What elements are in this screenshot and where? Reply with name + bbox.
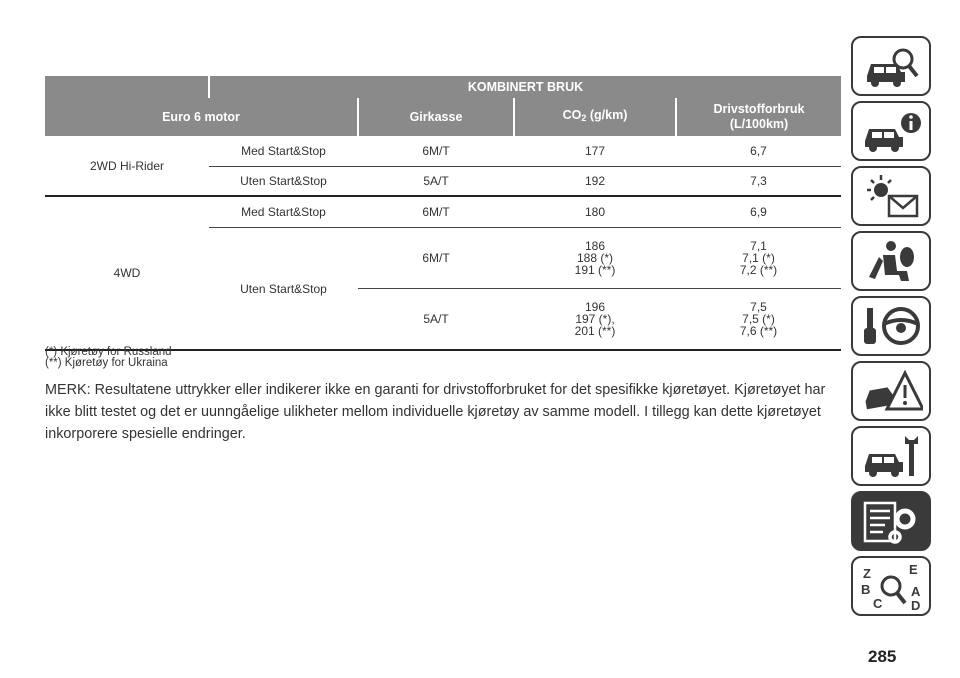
tab-technical-data[interactable] [851, 491, 931, 551]
fuel-cell [676, 228, 841, 289]
svg-text:D: D [911, 598, 921, 612]
tab-warning-lights[interactable] [851, 166, 931, 226]
tab-safety[interactable] [851, 231, 931, 291]
svg-text:C: C [873, 596, 883, 611]
fuel-cell: 6,9 [676, 196, 841, 228]
fuel-header-line1: Drivstofforbruk [713, 102, 805, 116]
co2-cell [514, 289, 676, 351]
fuel-cell: 7,3 [676, 167, 841, 197]
table-title-spacer [45, 76, 209, 98]
tab-starting-driving[interactable] [851, 296, 931, 356]
svg-text:E: E [909, 562, 918, 577]
footnote-ukraine: (**) Kjøretøy for Ukraina [45, 357, 168, 369]
tab-emergency[interactable] [851, 361, 931, 421]
startstop-cell: Med Start&Stop [209, 136, 358, 167]
car-info-icon [861, 107, 923, 157]
tab-car-search[interactable] [851, 36, 931, 96]
girkasse-cell: 6M/T [358, 136, 514, 167]
co2-value: 186 [584, 239, 606, 253]
startstop-cell: Med Start&Stop [209, 196, 358, 228]
tab-maintenance[interactable] [851, 426, 931, 486]
alphabet-index-icon [861, 562, 923, 612]
fuel-value: 7,5 (*) [742, 312, 775, 326]
co2-subscript: 2 [581, 113, 587, 123]
fuel-value: 7,5 [750, 300, 767, 314]
co2-cell: 192 [514, 167, 676, 197]
fuel-cell: 6,7 [676, 136, 841, 167]
table-row [45, 136, 841, 167]
motor-cell: 2WD Hi-Rider [45, 136, 209, 196]
co2-value: 201 (**) [574, 324, 616, 338]
motor-cell: 4WD [45, 196, 209, 350]
co2-value: 197 (*), [575, 312, 615, 326]
car-warning-triangle-icon [861, 367, 923, 417]
warning-light-envelope-icon [861, 172, 923, 222]
girkasse-cell: 6M/T [358, 196, 514, 228]
fuel-consumption-table [45, 76, 841, 351]
header-fuel [676, 98, 841, 136]
co2-cell: 177 [514, 136, 676, 167]
car-search-icon [861, 42, 923, 92]
svg-text:Z: Z [863, 566, 871, 581]
fuel-cell [676, 289, 841, 351]
fuel-value: 7,6 (**) [739, 324, 778, 338]
seat-airbag-icon [861, 237, 923, 287]
table-row [45, 196, 841, 228]
girkasse-cell: 5A/T [358, 289, 514, 351]
tab-car-info[interactable] [851, 101, 931, 161]
footnote-russia: (*) Kjøretøy for Russland [45, 346, 172, 358]
co2-cell: 180 [514, 196, 676, 228]
car-wrench-icon [861, 432, 923, 482]
svg-text:B: B [861, 582, 871, 597]
co2-value: 196 [584, 300, 606, 314]
co2-cell [514, 228, 676, 289]
spec-list-gear-icon [861, 497, 923, 547]
footnotes [45, 347, 172, 369]
co2-suffix: (g/km) [586, 108, 628, 122]
key-steering-wheel-icon [861, 302, 923, 352]
girkasse-cell: 6M/T [358, 228, 514, 289]
svg-text:A: A [911, 584, 921, 599]
merk-note: MERK: Resultatene uttrykker eller indikerer ikke en garanti for drivstofforbruket for det spesifikke kjøretøyet. Kjøretøyet har ikke blitt testet og det er uunngåelige ulikheter mellom individuelle kjøretøy av samme modell. I tillegg kan dette kjøretøyet inkorporere spesielle endringer. [45, 382, 826, 442]
fuel-value: 7,1 (*) [742, 251, 775, 265]
header-co2 [514, 98, 676, 136]
fuel-header-line2: (L/100km) [729, 117, 789, 131]
header-girkasse: Girkasse [358, 98, 514, 136]
table-title: KOMBINERT BRUK [209, 76, 841, 98]
fuel-value: 7,2 (**) [739, 263, 778, 277]
startstop-cell: Uten Start&Stop [209, 167, 358, 197]
girkasse-cell: 5A/T [358, 167, 514, 197]
co2-prefix: CO [562, 108, 582, 122]
tab-index[interactable] [851, 556, 931, 616]
co2-value: 191 (**) [574, 263, 616, 277]
fuel-value: 7,1 [750, 239, 767, 253]
co2-value: 188 (*) [576, 251, 614, 265]
startstop-cell: Uten Start&Stop [209, 228, 358, 351]
page-number: 285 [868, 647, 897, 666]
header-motor: Euro 6 motor [45, 98, 358, 136]
